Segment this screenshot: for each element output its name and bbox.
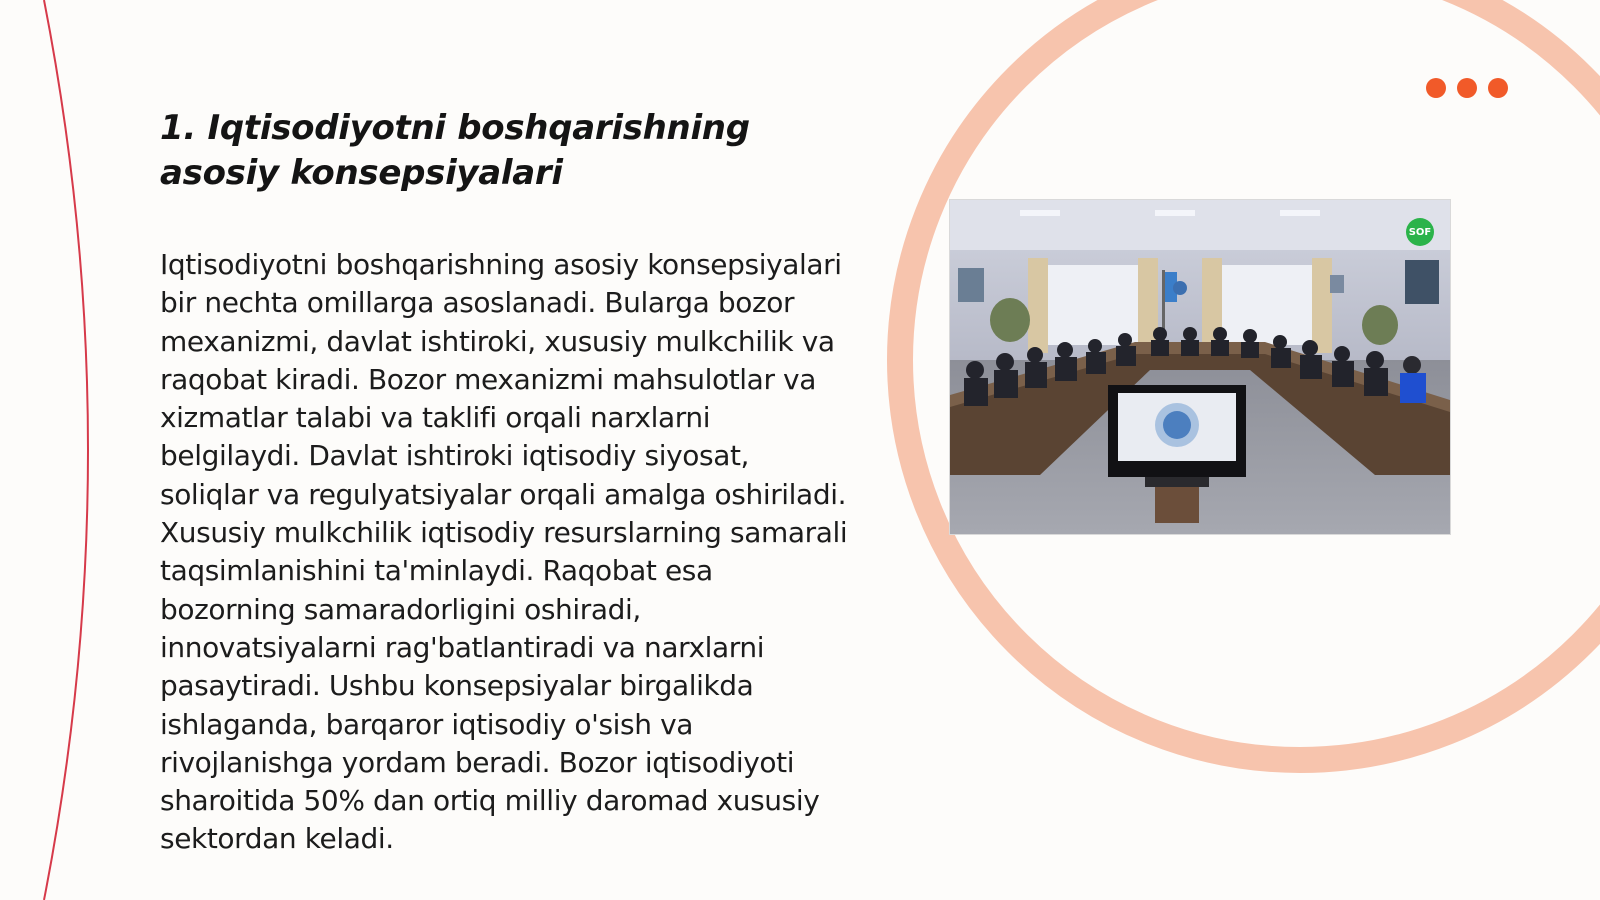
left-accent-line xyxy=(44,0,88,900)
meeting-photo xyxy=(950,200,1450,534)
slide-body-text: Iqtisodiyotni boshqarishning asosiy konsepsiyalari bir nechta omillarga asoslanadi. Bularga bozor mexanizmi, davlat ishtiroki, xususiy mulkchilik va raqobat kiradi. Bozor mexanizmi mahsulotlar va xizmatlar talabi va taklifi orqali narxlarni belgilaydi. Davlat ishtiroki iqtisodiy siyosat, soliqlar va regulyatsiyalar orqali amalga oshiriladi. Xususiy mulkchilik iqtisodiy resurslarning samarali taqsimlanishini ta'minlaydi. Raqobat esa bozorning samaradorligini oshiradi, innovatsiyalarni rag'batlantiradi va narxlarni pasaytiradi. Ushbu konsepsiyalar birgalikda ishlaganda, barqaror iqtisodiy o'sish va rivojlanishga yordam beradi. Bozor iqtisodiyoti sharoitida 50% dan ortiq milliy daromad xususiy sektordan keladi. xyxy=(160,248,848,856)
dot xyxy=(1488,78,1508,98)
three-dots-icon xyxy=(1426,78,1508,98)
dot xyxy=(1426,78,1446,98)
slide-title: 1. Iqtisodiyotni boshqarishning asosiy konsepsiyalari xyxy=(160,108,750,193)
dot xyxy=(1457,78,1477,98)
channel-logo-icon: SOF xyxy=(1406,218,1434,246)
